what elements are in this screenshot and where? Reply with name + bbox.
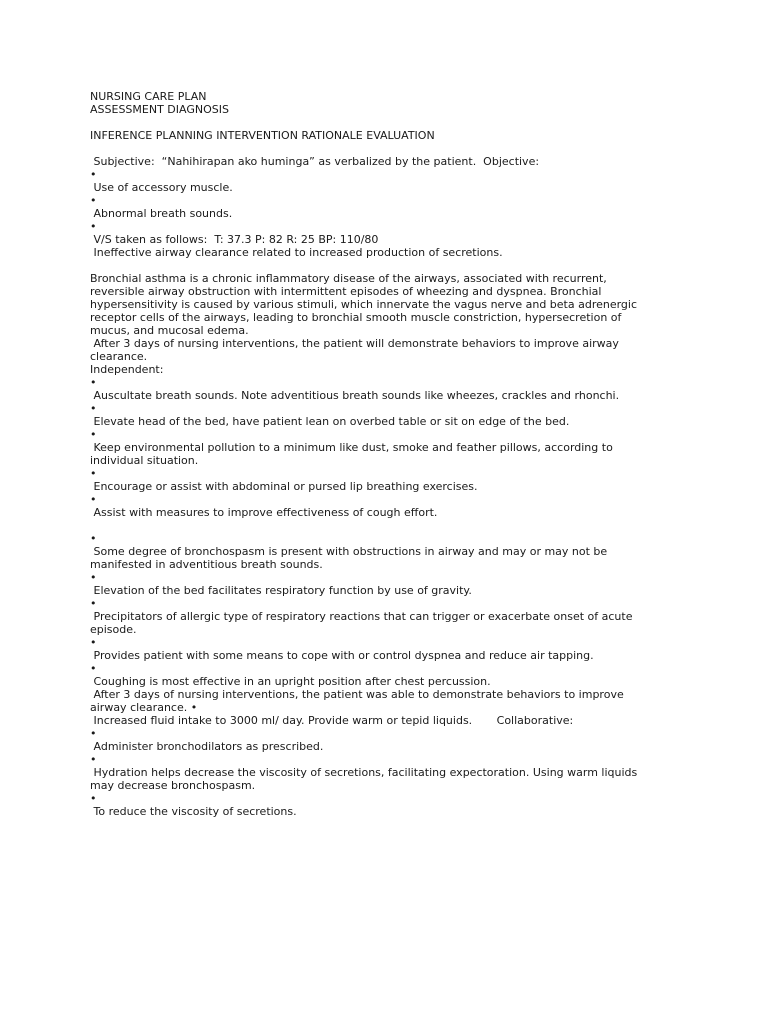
bullet-marker: •	[90, 636, 97, 649]
intervention-item: Auscultate breath sounds. Note adventitious breath sounds like wheezes, crackles and rhonchi.	[90, 389, 620, 402]
rationale-item: Precipitators of allergic type of respiratory reactions that can trigger or exacerbate onset of acute episode.	[90, 610, 636, 636]
document-title: NURSING CARE PLAN	[90, 90, 207, 103]
bullet-marker: •	[90, 792, 97, 805]
bullet-marker: •	[90, 597, 97, 610]
bullet-marker: •	[90, 493, 97, 506]
rationale-item: Some degree of bronchospasm is present with obstructions in airway and may or may not be manifested in adventitious breath sounds.	[90, 545, 611, 571]
intervention-item: Assist with measures to improve effectiveness of cough effort.	[90, 506, 438, 519]
rationale-item: Coughing is most effective in an upright position after chest percussion.	[90, 675, 491, 688]
objective-item: Abnormal breath sounds.	[90, 207, 233, 220]
vital-signs: V/S taken as follows: T: 37.3 P: 82 R: 25 BP: 110/80	[90, 233, 379, 246]
independent-label: Independent:	[90, 363, 164, 376]
bullet-marker: •	[90, 532, 97, 545]
bronchodilator-intervention: Administer bronchodilators as prescribed.	[90, 740, 324, 753]
column-headings: INFERENCE PLANNING INTERVENTION RATIONALE EVALUATION	[90, 129, 435, 142]
document-page	[90, 90, 650, 818]
rationale-item: Elevation of the bed facilitates respiratory function by use of gravity.	[90, 584, 472, 597]
rationale-item: Provides patient with some means to cope with or control dyspnea and reduce air tapping.	[90, 649, 594, 662]
inference-text: Bronchial asthma is a chronic inflammatory disease of the airways, associated with recurrent, reversible airway obstruction with intermittent episodes of wheezing and dyspnea. Bronchial hypersensitivity is caused by various stimuli, which innervate the vagus nerve and beta adrenergic receptor cells of the airways, leading to bronchial smooth muscle constriction, hypersecretion of mucus, and mucosal edema.	[90, 272, 641, 337]
bullet-marker: •	[90, 168, 97, 181]
bullet-marker: •	[90, 467, 97, 480]
evaluation-text: After 3 days of nursing interventions, the patient was able to demonstrate behaviors to improve airway clearance. •	[90, 688, 628, 714]
planning-text: After 3 days of nursing interventions, the patient will demonstrate behaviors to improve airway clearance.	[90, 337, 623, 363]
bullet-marker: •	[90, 753, 97, 766]
hydration-rationale: Hydration helps decrease the viscosity of secretions, facilitating expectoration. Using warm liquids may decrease bronchospasm.	[90, 766, 641, 792]
bullet-marker: •	[90, 727, 97, 740]
bullet-marker: •	[90, 402, 97, 415]
intervention-item: Elevate head of the bed, have patient lean on overbed table or sit on edge of the bed.	[90, 415, 570, 428]
bullet-marker: •	[90, 194, 97, 207]
bullet-marker: •	[90, 662, 97, 675]
intervention-item: Keep environmental pollution to a minimum like dust, smoke and feather pillows, according to individual situation.	[90, 441, 617, 467]
bullet-marker: •	[90, 571, 97, 584]
bullet-marker: •	[90, 428, 97, 441]
bullet-marker: •	[90, 376, 97, 389]
fluid-intervention: Increased fluid intake to 3000 ml/ day. Provide warm or tepid liquids. Collaborative:	[90, 714, 574, 727]
intervention-item: Encourage or assist with abdominal or pursed lip breathing exercises.	[90, 480, 478, 493]
document-subtitle: ASSESSMENT DIAGNOSIS	[90, 103, 229, 116]
nursing-diagnosis: Ineffective airway clearance related to increased production of secretions.	[90, 246, 503, 259]
objective-item: Use of accessory muscle.	[90, 181, 233, 194]
bullet-marker: •	[90, 220, 97, 233]
subjective-text: Subjective: “Nahihirapan ako huminga” as verbalized by the patient. Objective:	[90, 155, 540, 168]
final-rationale: To reduce the viscosity of secretions.	[90, 805, 297, 818]
